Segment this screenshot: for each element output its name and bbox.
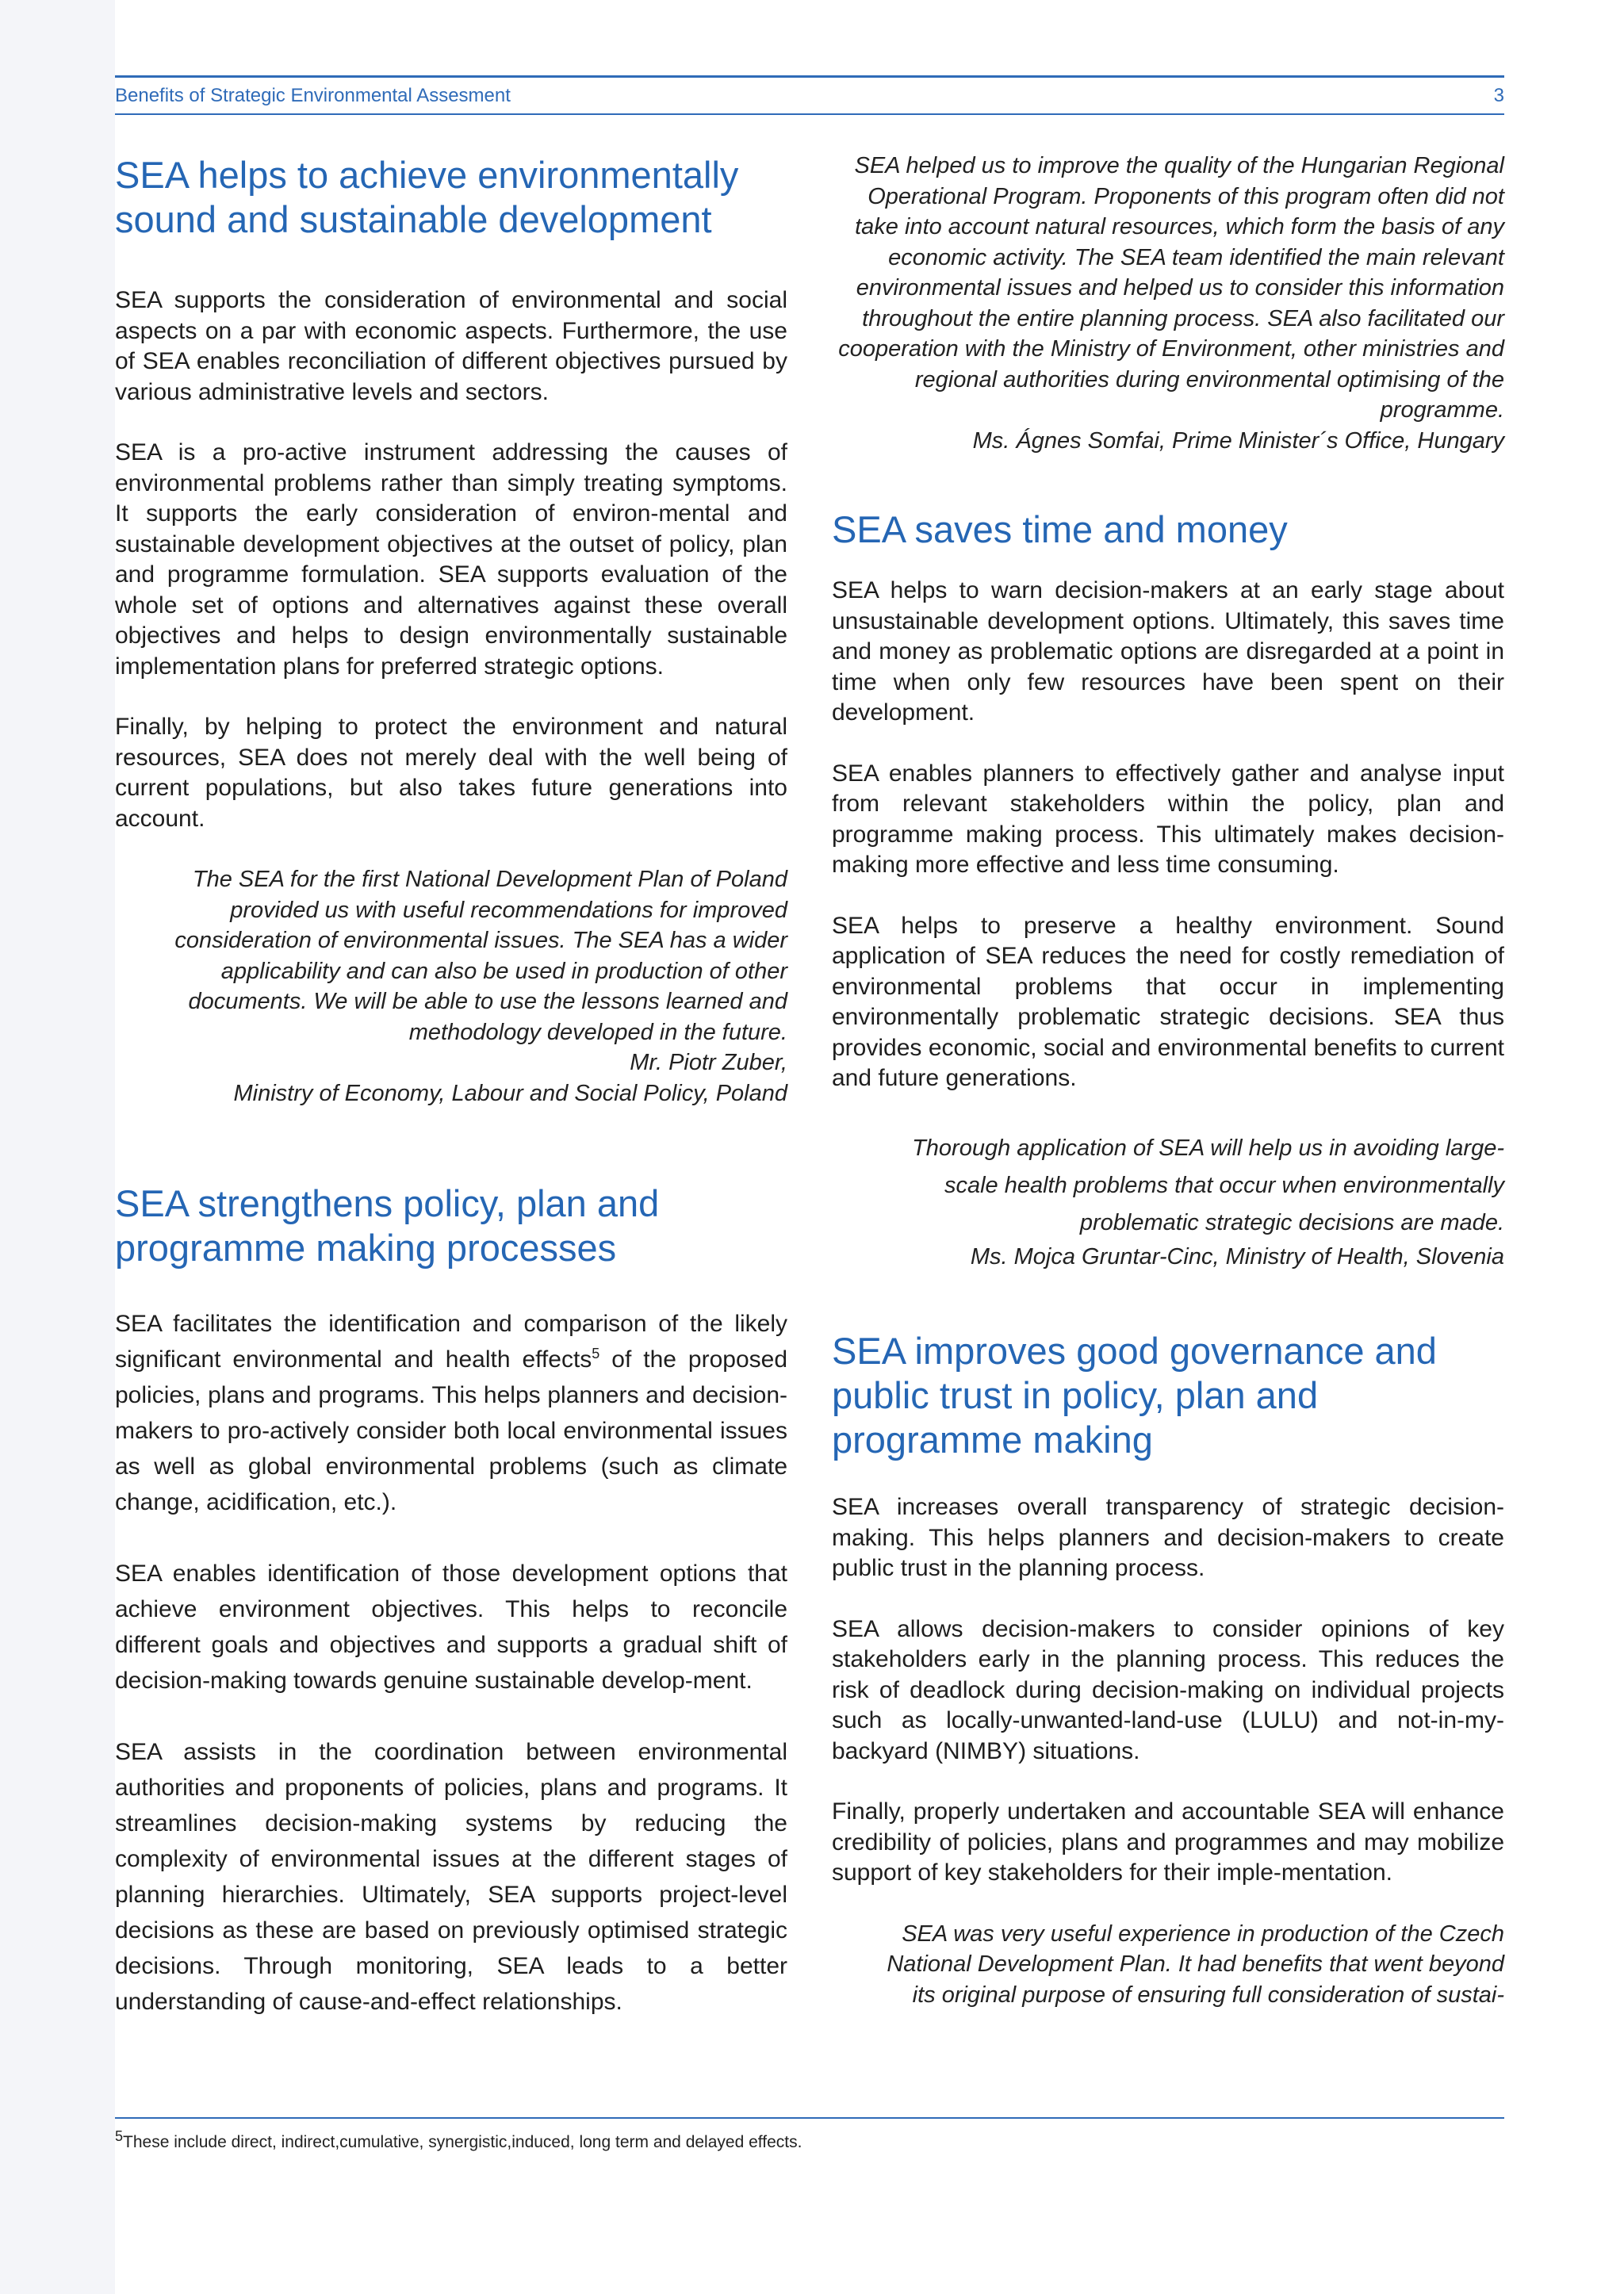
quote-author: Ms. Ágnes Somfai, Prime Minister´s Office, Hungary — [972, 427, 1504, 454]
paragraph — [115, 1306, 787, 1520]
page-number: 3 — [1493, 84, 1504, 106]
footnote-text: These include direct, indirect,cumulative, synergistic,induced, long term and delayed effects. — [123, 2133, 802, 2151]
paragraph: SEA is a pro-active instrument addressing the causes of environmental problems rather than simply treating symptoms. It supports the early consideration of environ-mental and sustainable development objectives at the outset of policy, plan and programme formulation. SEA supports evaluation of the whole set of options and alternatives against these overall objectives and helps to design environmentally sustainable implementation plans for preferred strategic options. — [115, 439, 787, 680]
paragraph: SEA allows decision-makers to consider opinions of key stakeholders early in the planning process. This reduces the risk of deadlock during decision-making on individual projects such as locally-unwanted-land-use (LULU) and not-in-my-backyard (NIMBY) situations. — [832, 1615, 1504, 1764]
quote-hungary — [832, 151, 1504, 456]
paragraph: SEA enables identification of those development options that achieve environment objectives. This helps to reconcile different goals and objectives and supports a gradual shift of decision-making towards genuine sustainable develop-ment. — [115, 1561, 787, 1694]
right-column — [832, 151, 1504, 2010]
quote-author: Mr. Piotr Zuber, — [630, 1050, 787, 1075]
paragraph: SEA helps to preserve a healthy environment. Sound application of SEA reduces the need for costly remediation of environmental problems that occur in implementing environmentally problematic strategic decisions. SEA thus provides economic, social and environmental benefits to current and future generations. — [832, 912, 1504, 1091]
footnote-ref: 5 — [592, 1346, 600, 1361]
quote-text: SEA was very useful experience in production of the Czech National Development Plan. It had benefits that went beyond its original purpose of ensuring full consideration of sustai- — [887, 1921, 1504, 2008]
paragraph-text-a: SEA facilitates the identification and comparison of the likely significant environmental and health effects — [115, 1311, 787, 1373]
quote-slovenia — [832, 1130, 1504, 1273]
quote-organization: Ministry of Economy, Labour and Social Policy, Poland — [233, 1080, 787, 1106]
paragraph: SEA increases overall transparency of strategic decision-making. This helps planners and decision-makers to create public trust in the planning process. — [832, 1494, 1504, 1581]
paragraph: Finally, by helping to protect the environment and natural resources, SEA does not merely deal with the well being of current populations, but also takes future generations into account. — [115, 714, 787, 832]
footnote-marker: 5 — [115, 2128, 124, 2144]
paragraph: Finally, properly undertaken and accountable SEA will enhance credibility of policies, plans and programmes and may mobilize support of key stakeholders for their imple-mentation. — [832, 1798, 1504, 1886]
left-margin-band — [0, 0, 115, 2294]
section-heading-sustainable-development: SEA helps to achieve environmentally sound and sustainable development — [115, 154, 739, 240]
paragraph: SEA enables planners to effectively gather and analyse input from relevant stakeholders within the policy, plan and programme making process. This ultimately makes decision-making more effective and less time consuming. — [832, 760, 1504, 878]
footnote-divider — [115, 2117, 1504, 2119]
paragraph: SEA helps to warn decision-makers at an early stage about unsustainable development options. Ultimately, this saves time and money as problematic options are disregarded at a point in time when only few resources have been spent on their development. — [832, 577, 1504, 726]
quote-czech — [832, 1919, 1504, 2011]
paragraph: SEA assists in the coordination between environmental authorities and proponents of policies, plans and programs. It streamlines decision-making systems by reducing the complexity of environmental issues at the different stages of planning hierarchies. Ultimately, SEA supports project-level decisions as these are based on previously optimised strategic decisions. Through monitoring, SEA leads to a better understanding of cause-and-effect relationships. — [115, 1739, 787, 2015]
quote-author: Ms. Mojca Gruntar-Cinc, Ministry of Health, Slovenia — [970, 1243, 1504, 1270]
paragraph: SEA supports the consideration of environmental and social aspects on a par with economic aspects. Furthermore, the use of SEA enables reconciliation of different objectives pursued by various administrative levels and sectors. — [115, 287, 787, 405]
quote-poland — [115, 864, 787, 1109]
quote-text: The SEA for the first National Development Plan of Poland provided us with useful recommendations for improved consideration of environmental issues. The SEA has a wider applicability and can also be used in production of other documents. We will be able to use the lessons learned and methodology developed in the future. — [174, 867, 787, 1045]
section-heading-saves-time: SEA saves time and money — [832, 508, 1288, 550]
paragraph-text-b: of the proposed policies, plans and programs. This helps planners and decision-makers to pro-actively consider both local environmental issues as well as global environmental problems (such as climate change, acidification, etc.). — [115, 1346, 788, 1515]
page-header — [115, 75, 1504, 115]
header-title: Benefits of Strategic Environmental Assesment — [115, 84, 511, 106]
quote-text: Thorough application of SEA will help us in avoiding large-scale health problems that occur when environmentally problematic strategic decisions are made. — [912, 1135, 1504, 1235]
section-heading-good-governance: SEA improves good governance and public trust in policy, plan and programme making — [832, 1330, 1437, 1461]
quote-text: SEA helped us to improve the quality of the Hungarian Regional Operational Program. Proponents of this program often did not take into account natural resources, which form the basis of any economic activity. The SEA team identified the main relevant environmental issues and helped us to consider this information throughout the entire planning process. SEA also facilitated our cooperation with the Ministry of Environment, other ministries and regional authorities during environmental optimising of the programme. — [838, 153, 1504, 423]
left-column — [115, 147, 787, 2020]
section-heading-strengthens-policy: SEA strengthens policy, plan and programme making processes — [115, 1182, 660, 1269]
footnote — [115, 2128, 802, 2152]
